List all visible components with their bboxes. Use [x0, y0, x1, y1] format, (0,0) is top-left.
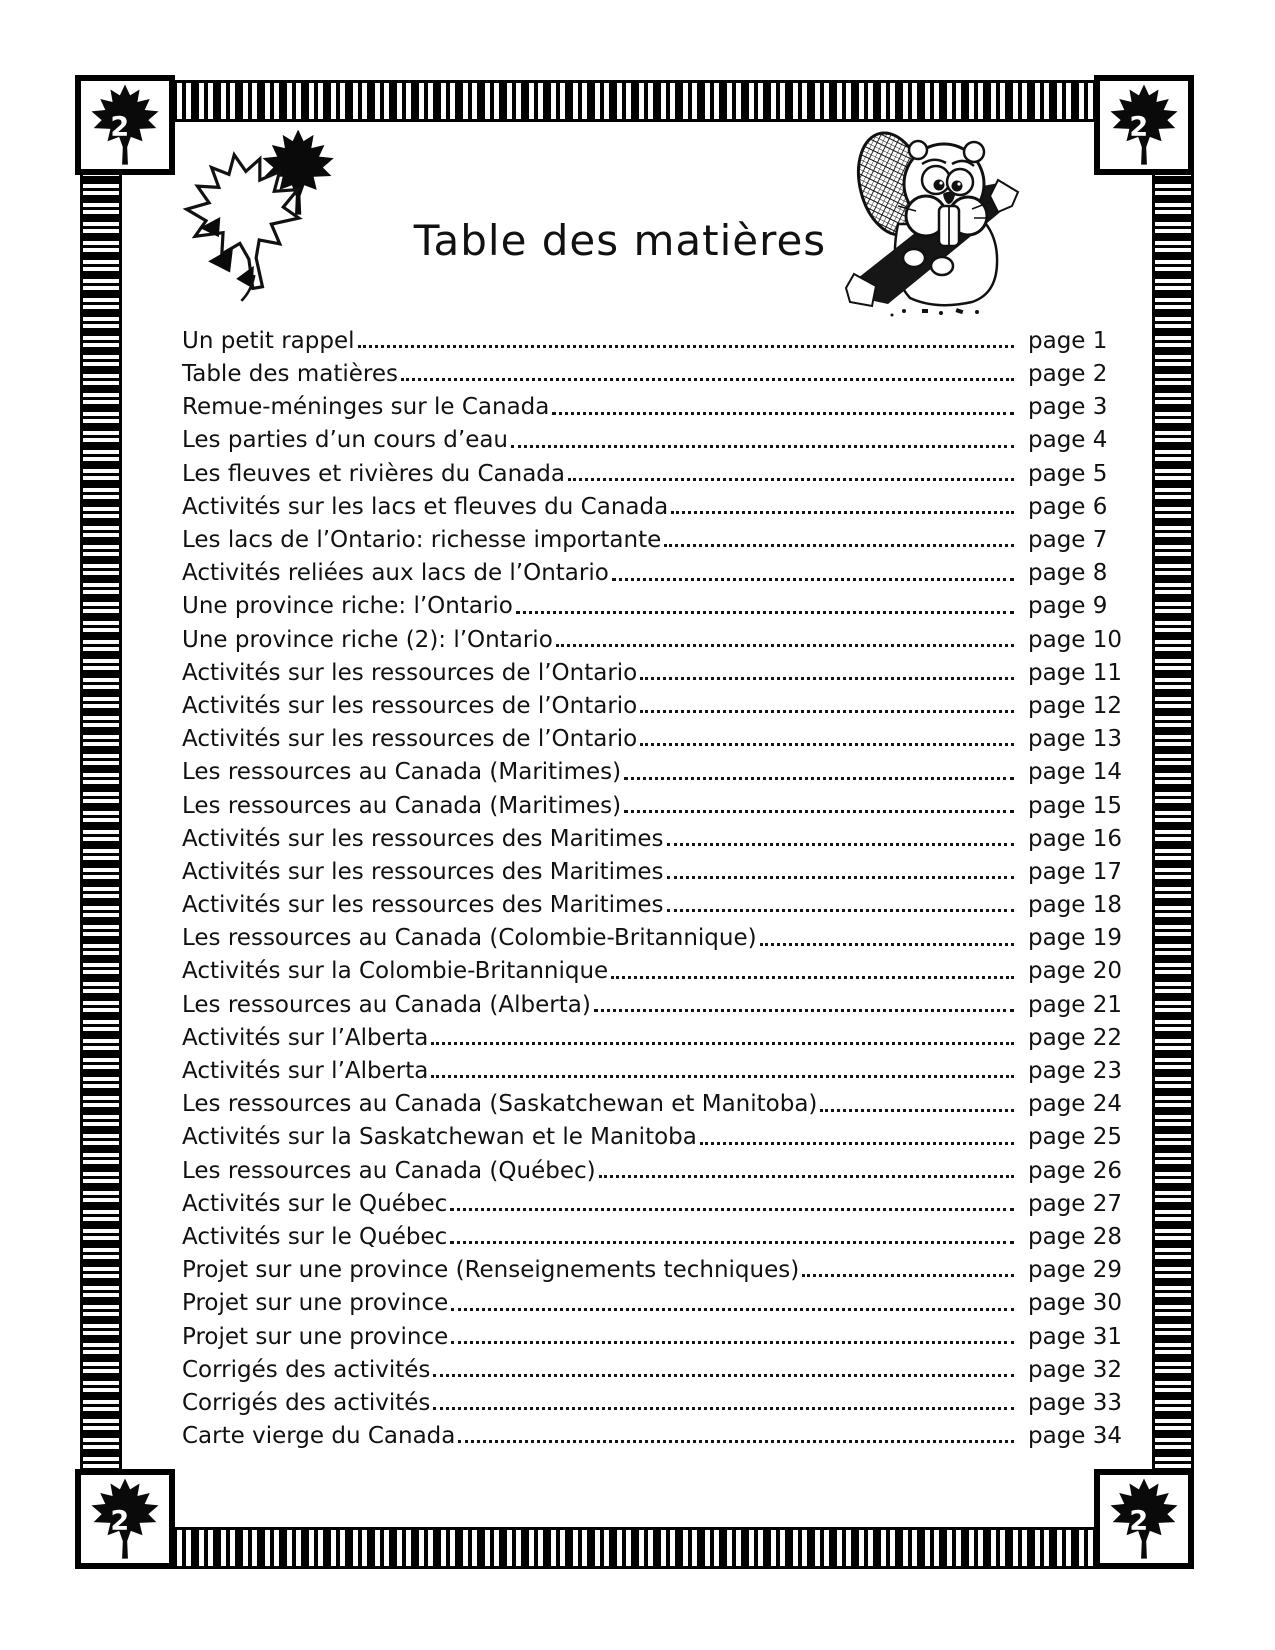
toc-entry-title: Activités sur les ressources de l’Ontario — [182, 659, 638, 686]
toc-row — [182, 852, 1123, 885]
toc-entry-title: Les fleuves et rivières du Canada — [182, 460, 566, 487]
toc-entry-page: page 30 — [1028, 1290, 1123, 1317]
border-top-bar — [78, 80, 1194, 122]
toc-entry-page: page 2 — [1028, 361, 1108, 388]
page-number-badge: 2 — [110, 1505, 130, 1537]
toc-leader-dots — [556, 644, 1014, 647]
toc-entry-page: page 21 — [1028, 991, 1123, 1018]
corner-badge-top-right — [1094, 75, 1194, 175]
toc-entry-title: Les ressources au Canada (Maritimes) — [182, 759, 622, 786]
toc-row — [182, 587, 1120, 620]
toc-row — [182, 1416, 1123, 1450]
toc-leader-dots — [612, 578, 1014, 581]
toc-entry-title: Activités reliées aux lacs de l’Ontario — [182, 560, 609, 587]
toc-row — [182, 653, 1123, 686]
toc-entry-page: page 11 — [1028, 659, 1123, 686]
toc-row — [182, 918, 1123, 952]
toc-entry-page: page 16 — [1028, 825, 1123, 852]
toc-entry-page: page 4 — [1028, 427, 1108, 454]
toc-entry-title: Activités sur les lacs et fleuves du Canada — [182, 493, 669, 520]
toc-entry-page: page 10 — [1028, 626, 1123, 653]
toc-row — [182, 1151, 1123, 1184]
toc-leader-dots — [451, 1341, 1014, 1344]
toc-row — [182, 686, 1123, 719]
toc-entry-title: Activités sur la Colombie-Britannique — [182, 958, 609, 985]
toc-leader-dots — [611, 976, 1014, 979]
toc-entry-title: Activités sur l’Alberta — [182, 1024, 429, 1051]
beaver-icon — [840, 106, 1020, 318]
page-number-badge: 2 — [1129, 1505, 1149, 1537]
toc-leader-dots — [624, 810, 1014, 813]
toc-entry-title: Les parties d’un cours d’eau — [182, 427, 509, 454]
toc-entry-title: Remue-méninges sur le Canada — [182, 394, 550, 421]
toc-entry-page: page 23 — [1028, 1058, 1123, 1085]
toc-leader-dots — [431, 1042, 1014, 1045]
toc-entry-title: Carte vierge du Canada — [182, 1423, 456, 1450]
toc-row — [182, 321, 1120, 354]
toc-entry-title: Activités sur le Québec — [182, 1223, 448, 1250]
toc-entry-title: Table des matières — [182, 361, 398, 388]
toc-entry-title: Activités sur les ressources des Maritimes — [182, 825, 664, 852]
toc-entry-page: page 31 — [1028, 1323, 1123, 1350]
toc-row — [182, 620, 1123, 653]
toc-entry-title: Activités sur les ressources des Maritimes — [182, 858, 664, 885]
toc-leader-dots — [820, 1109, 1014, 1112]
toc-row — [182, 553, 1120, 586]
toc-leader-dots — [760, 943, 1014, 946]
toc-leader-dots — [624, 777, 1014, 780]
toc-leader-dots — [451, 1308, 1014, 1311]
toc-entry-page: page 6 — [1028, 493, 1108, 520]
toc-entry-title: Les ressources au Canada (Québec) — [182, 1157, 596, 1184]
toc-entry-title: Les ressources au Canada (Maritimes) — [182, 792, 622, 819]
toc-entry-page: page 34 — [1028, 1423, 1123, 1450]
toc-entry-title: Activités sur l’Alberta — [182, 1058, 429, 1085]
toc-leader-dots — [802, 1274, 1014, 1277]
toc-row — [182, 1018, 1123, 1051]
toc-entry-title: Activités sur les ressources de l’Ontario — [182, 726, 638, 753]
toc-list — [182, 321, 1123, 1450]
toc-leader-dots — [450, 1208, 1014, 1211]
toc-entry-page: page 22 — [1028, 1024, 1123, 1051]
toc-row — [182, 520, 1120, 553]
toc-entry-title: Les lacs de l’Ontario: richesse importante — [182, 527, 662, 554]
toc-entry-page: page 20 — [1028, 958, 1123, 985]
toc-leader-dots — [667, 876, 1014, 879]
toc-entry-title: Une province riche (2): l’Ontario — [182, 626, 553, 653]
toc-entry-page: page 12 — [1028, 692, 1123, 719]
toc-entry-title: Un petit rappel — [182, 327, 355, 354]
toc-entry-page: page 29 — [1028, 1257, 1123, 1284]
border-bottom-bar — [78, 1527, 1194, 1569]
toc-entry-page: page 1 — [1028, 327, 1108, 354]
toc-row — [182, 1184, 1123, 1217]
toc-leader-dots — [640, 743, 1014, 746]
toc-entry-title: Activités sur les ressources des Maritimes — [182, 892, 664, 919]
toc-leader-dots — [700, 1142, 1014, 1145]
toc-row — [182, 1250, 1123, 1284]
toc-leader-dots — [599, 1175, 1014, 1178]
toc-leader-dots — [671, 511, 1014, 514]
toc-entry-page: page 33 — [1028, 1389, 1123, 1416]
toc-leader-dots — [552, 412, 1014, 415]
toc-entry-page: page 13 — [1028, 726, 1123, 753]
border-left-bar — [80, 78, 122, 1569]
toc-row — [182, 1383, 1123, 1416]
toc-leader-dots — [667, 843, 1014, 846]
toc-entry-title: Projet sur une province — [182, 1290, 449, 1317]
toc-entry-title: Une province riche: l’Ontario — [182, 593, 513, 620]
toc-entry-page: page 18 — [1028, 892, 1123, 919]
toc-leader-dots — [594, 1009, 1014, 1012]
toc-entry-title: Activités sur le Québec — [182, 1190, 448, 1217]
toc-row — [182, 1084, 1123, 1118]
toc-row — [182, 487, 1120, 520]
toc-leader-dots — [511, 445, 1014, 448]
toc-entry-page: page 14 — [1028, 759, 1123, 786]
toc-row — [182, 1217, 1123, 1250]
toc-entry-title: Les ressources au Canada (Saskatchewan et Manitoba) — [182, 1091, 818, 1118]
toc-entry-title: Corrigés des activités — [182, 1389, 431, 1416]
toc-entry-page: page 32 — [1028, 1356, 1123, 1383]
toc-row — [182, 952, 1123, 985]
toc-entry-page: page 25 — [1028, 1124, 1123, 1151]
toc-entry-title: Corrigés des activités — [182, 1356, 431, 1383]
toc-row — [182, 421, 1120, 454]
toc-row — [182, 719, 1123, 753]
page-number-badge: 2 — [1129, 111, 1149, 143]
toc-row — [182, 1283, 1123, 1317]
toc-row — [182, 819, 1123, 852]
toc-leader-dots — [664, 544, 1014, 547]
toc-row — [182, 1317, 1123, 1350]
toc-entry-page: page 27 — [1028, 1190, 1123, 1217]
toc-entry-title: Projet sur une province — [182, 1323, 449, 1350]
toc-leader-dots — [358, 345, 1015, 348]
toc-entry-title: Activités sur les ressources de l’Ontario — [182, 692, 638, 719]
corner-badge-bottom-left — [75, 1469, 175, 1569]
toc-row — [182, 885, 1123, 919]
toc-entry-page: page 19 — [1028, 925, 1123, 952]
toc-leader-dots — [431, 1075, 1014, 1078]
toc-row — [182, 786, 1123, 819]
toc-leader-dots — [433, 1374, 1014, 1377]
toc-entry-page: page 28 — [1028, 1223, 1123, 1250]
toc-leader-dots — [458, 1440, 1014, 1443]
toc-row — [182, 752, 1123, 786]
page-number-badge: 2 — [110, 111, 130, 143]
toc-leader-dots — [667, 909, 1014, 912]
corner-badge-top-left — [75, 75, 175, 175]
toc-row — [182, 387, 1120, 420]
toc-leader-dots — [433, 1407, 1014, 1410]
toc-entry-page: page 3 — [1028, 394, 1108, 421]
page-title: Table des matières — [413, 216, 827, 265]
toc-row — [182, 454, 1120, 487]
toc-leader-dots — [401, 378, 1014, 381]
toc-entry-title: Activités sur la Saskatchewan et le Manitoba — [182, 1124, 697, 1151]
toc-entry-title: Les ressources au Canada (Alberta) — [182, 991, 591, 1018]
toc-leader-dots — [640, 677, 1014, 680]
toc-leader-dots — [516, 611, 1014, 614]
toc-leader-dots — [640, 710, 1014, 713]
toc-entry-page: page 9 — [1028, 593, 1108, 620]
toc-entry-page: page 7 — [1028, 527, 1108, 554]
toc-row — [182, 354, 1120, 387]
toc-entry-page: page 24 — [1028, 1091, 1123, 1118]
toc-entry-page: page 26 — [1028, 1157, 1123, 1184]
toc-entry-page: page 5 — [1028, 460, 1108, 487]
toc-row — [182, 1350, 1123, 1383]
corner-badge-bottom-right — [1094, 1469, 1194, 1569]
toc-leader-dots — [568, 478, 1014, 481]
toc-row — [182, 985, 1123, 1018]
toc-leader-dots — [450, 1241, 1014, 1244]
toc-entry-page: page 8 — [1028, 560, 1108, 587]
toc-entry-title: Projet sur une province (Renseignements techniques) — [182, 1257, 800, 1284]
toc-entry-page: page 17 — [1028, 858, 1123, 885]
border-right-bar — [1152, 78, 1194, 1569]
toc-entry-page: page 15 — [1028, 792, 1123, 819]
toc-row — [182, 1051, 1123, 1085]
toc-row — [182, 1118, 1123, 1151]
toc-entry-title: Les ressources au Canada (Colombie-Britannique) — [182, 925, 757, 952]
